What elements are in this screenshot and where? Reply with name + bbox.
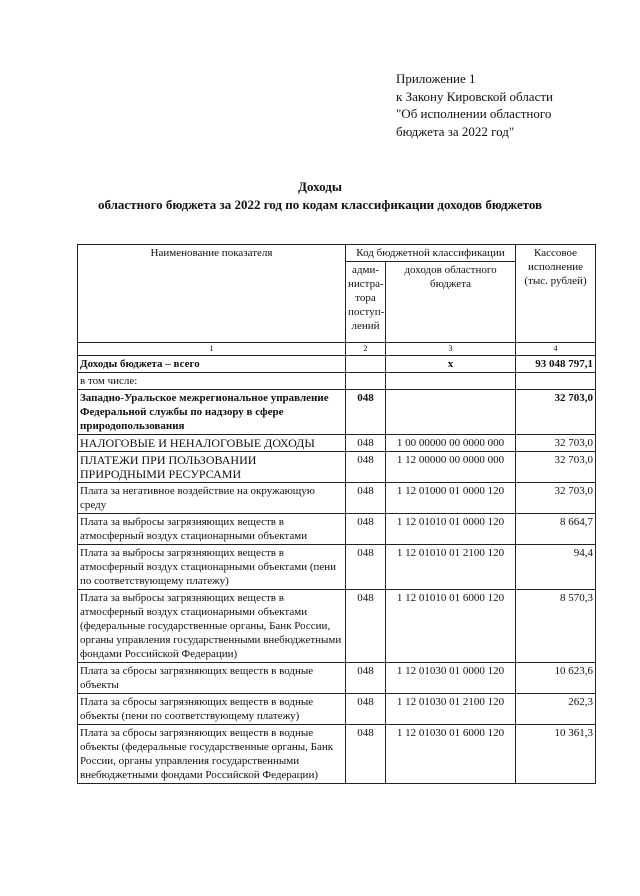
header-admin: адми-нистра-тора поступ-лений	[346, 262, 386, 343]
column-number: 1	[78, 343, 346, 356]
appendix-line: Приложение 1	[396, 71, 476, 86]
row-admin-code: 048	[346, 545, 386, 590]
header-income-code: доходов областного бюджета	[386, 262, 516, 343]
column-number: 4	[516, 343, 596, 356]
row-admin-code: 048	[346, 514, 386, 545]
including-row	[78, 373, 596, 390]
including-label: в том числе:	[78, 373, 346, 390]
row-amount: 10 623,6	[516, 663, 596, 694]
data-rows	[78, 390, 596, 784]
row-name: Плата за сбросы загрязняющих веществ в водные объекты (пени по соответствующему платежу)	[78, 694, 346, 725]
row-admin-code: 048	[346, 694, 386, 725]
row-admin-code: 048	[346, 483, 386, 514]
table-row	[78, 514, 596, 545]
row-name: Плата за негативное воздействие на окружающую среду	[78, 483, 346, 514]
row-income-code: 1 12 01030 01 6000 120	[386, 725, 516, 784]
row-income-code: 1 12 01010 01 2100 120	[386, 545, 516, 590]
row-admin-code: 048	[346, 390, 386, 435]
header-name: Наименование показателя	[78, 245, 346, 343]
header-code-group: Код бюджетной классификации	[346, 245, 516, 262]
row-name: Плата за выбросы загрязняющих веществ в атмосферный воздух стационарными объектами (федеральные государственные органы, Банк России, органы управления государственными внебюджетными фондами Российской Федерации)	[78, 590, 346, 663]
appendix-note	[396, 70, 553, 140]
table-row	[78, 694, 596, 725]
table-row	[78, 663, 596, 694]
table-row	[78, 390, 596, 435]
appendix-line: бюджета за 2022 год"	[396, 123, 515, 139]
row-income-code: 1 12 01030 01 2100 120	[386, 694, 516, 725]
column-number-row	[78, 343, 596, 356]
row-amount: 94,4	[516, 545, 596, 590]
row-income-code: 1 00 00000 00 0000 000	[386, 435, 516, 452]
row-amount: 32 703,0	[516, 390, 596, 435]
appendix-line: "Об исполнении областного	[396, 106, 552, 121]
total-row	[78, 356, 596, 373]
document-subtitle: областного бюджета за 2022 год по кодам классификации доходов бюджетов	[97, 197, 543, 212]
row-amount: 32 703,0	[516, 435, 596, 452]
row-name: Западно-Уральское межрегиональное управление Федеральной службы по надзору в сфере природопользования	[78, 390, 346, 435]
row-name: НАЛОГОВЫЕ И НЕНАЛОГОВЫЕ ДОХОДЫ	[78, 435, 346, 452]
table-row	[78, 452, 596, 483]
row-admin-code: 048	[346, 590, 386, 663]
row-income-code: 1 12 01010 01 6000 120	[386, 590, 516, 663]
row-income-code: 1 12 01000 01 0000 120	[386, 483, 516, 514]
column-number: 3	[386, 343, 516, 356]
table-row	[78, 590, 596, 663]
total-admin	[346, 356, 386, 373]
row-name: Плата за сбросы загрязняющих веществ в водные объекты	[78, 663, 346, 694]
table-row	[78, 483, 596, 514]
row-name: Плата за выбросы загрязняющих веществ в атмосферный воздух стационарными объектами (пени по соответствующему платежу)	[78, 545, 346, 590]
total-name: Доходы бюджета – всего	[78, 356, 346, 373]
revenue-table	[77, 244, 596, 784]
row-amount: 10 361,3	[516, 725, 596, 784]
row-amount: 32 703,0	[516, 483, 596, 514]
table-row	[78, 725, 596, 784]
row-amount: 32 703,0	[516, 452, 596, 483]
appendix-line: к Закону Кировской области	[396, 88, 553, 104]
row-amount: 262,3	[516, 694, 596, 725]
column-number: 2	[346, 343, 386, 356]
row-admin-code: 048	[346, 435, 386, 452]
row-admin-code: 048	[346, 663, 386, 694]
row-admin-code: 048	[346, 725, 386, 784]
row-amount: 8 664,7	[516, 514, 596, 545]
row-name: ПЛАТЕЖИ ПРИ ПОЛЬЗОВАНИИ ПРИРОДНЫМИ РЕСУРСАМИ	[78, 452, 346, 483]
table-row	[78, 435, 596, 452]
row-amount: 8 570,3	[516, 590, 596, 663]
total-code: х	[386, 356, 516, 373]
row-income-code	[386, 390, 516, 435]
document-title: Доходы	[298, 179, 342, 194]
row-income-code: 1 12 00000 00 0000 000	[386, 452, 516, 483]
row-income-code: 1 12 01010 01 0000 120	[386, 514, 516, 545]
row-income-code: 1 12 01030 01 0000 120	[386, 663, 516, 694]
table-row	[78, 545, 596, 590]
header-amount: Кассовое исполнение (тыс. рублей)	[516, 245, 596, 343]
row-admin-code: 048	[346, 452, 386, 483]
row-name: Плата за выбросы загрязняющих веществ в атмосферный воздух стационарными объектами	[78, 514, 346, 545]
total-amount: 93 048 797,1	[516, 356, 596, 373]
row-name: Плата за сбросы загрязняющих веществ в водные объекты (федеральные государственные органы, Банк России, органы управления государственными внебюджетными фондами Российской Федерации)	[78, 725, 346, 784]
